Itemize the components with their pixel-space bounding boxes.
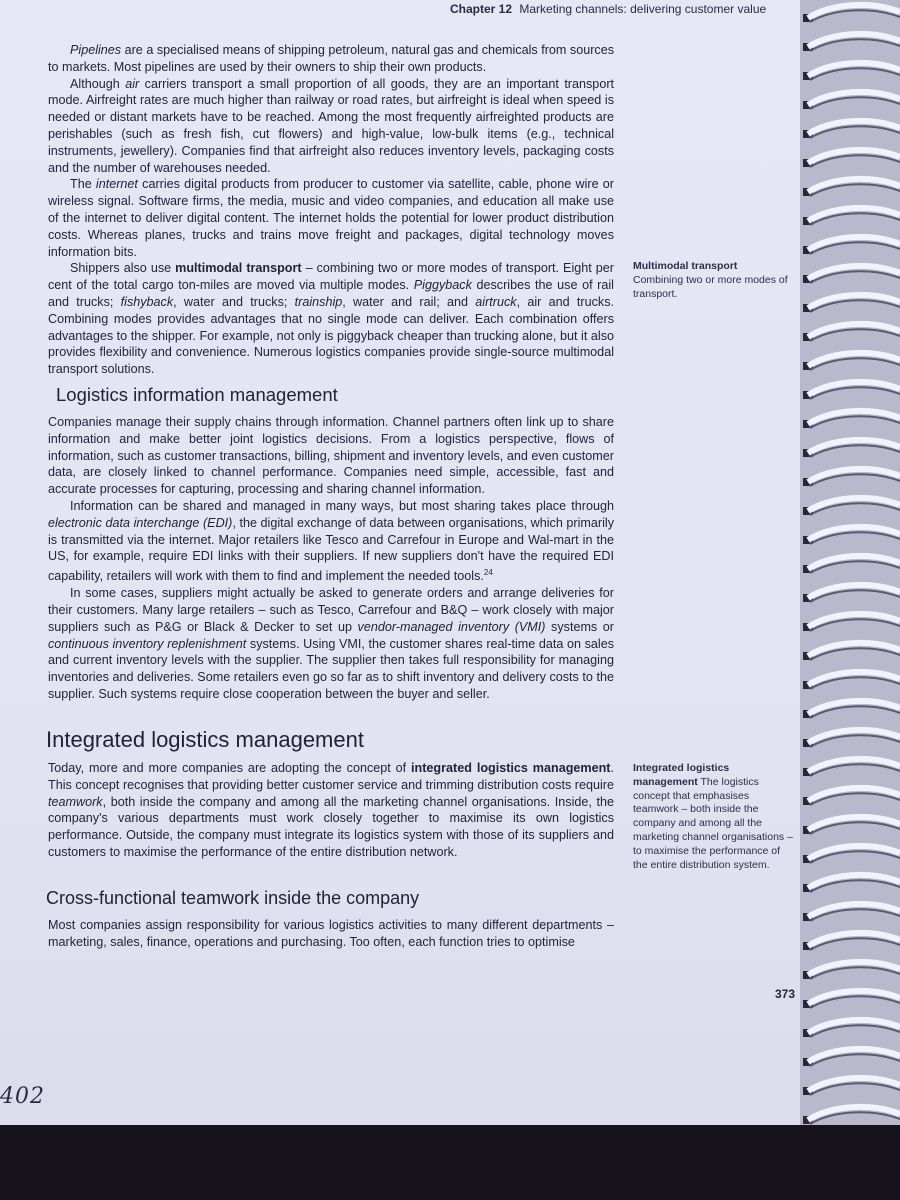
running-header (450, 2, 795, 16)
paragraph-info-2: Information can be shared and managed in many ways, but most sharing takes place through electronic data interchange (EDI), the digital exchange of data between organisations, which primarily is transmitted via the internet. Major retailers like Tesco and Carrefour in Europe and Wal-mart in the US, for example, require EDI links with their suppliers. If new suppliers don't have the required EDI capability, retailers will work with them to find and implement the needed tools.$^{24}$ (48, 498, 614, 584)
spiral-binding (800, 0, 900, 1140)
handwritten-note: 402 (0, 1084, 45, 1109)
transport-text-block (48, 42, 614, 378)
section-heading-integrated: Integrated logistics management (46, 727, 364, 752)
paragraph-internet: The internet carries digital products from producer to customer via satellite, cable, phone wire or wireless signal. Software firms, the media, music and video companies, and education all make use of the internet to deliver digital content. The internet holds the potential for lower product distribution costs. Whereas planes, trucks and trains move freight and packages, digital technology moves information bits. (48, 177, 615, 259)
section-heading-info-mgmt: Logistics information management (56, 384, 338, 405)
margin-term: Integrated logistics management (633, 762, 730, 788)
paragraph-multimodal: Shippers also use multimodal transport – combining two or more modes of transport. Eight per cent of the total cargo ton-miles are moved via multiple modes. Piggyback describes the use of rail and trucks; fishyback, water and trucks; trainship, water and rail; and airtruck, air and trucks. Combining modes provides advantages that no single mode can deliver. Each combination offers advantages to the shipper. For example, not only is piggyback cheaper than trucking alone, but it also provides flexibility and convenience. Numerous logistics companies provide single-source multimodal transport solutions. (48, 261, 615, 377)
section-heading-crossfunc: Cross-functional teamwork inside the company (46, 888, 420, 908)
chapter-number: Chapter 12 (450, 2, 513, 16)
table-surface (0, 1125, 900, 1200)
paragraph-crossfunc: Most companies assign responsibility for various logistics activities to many different departments – marketing, sales, finance, operations and purchasing. Too often, each function tries to optimise (48, 918, 614, 949)
footnote-marker: 24 (483, 568, 493, 578)
crossfunc-text-block (48, 917, 614, 951)
margin-note-multimodal (633, 260, 793, 301)
margin-definition: Combining two or more modes of transport. (633, 273, 788, 300)
paragraph-air: Although air carriers transport a small proportion of all goods, they are an important transport mode. Airfreight rates are much higher than railway or road rates, but airfreight is ideal when speed is needed or distant markets have to be reached. Among the most frequently airfreighted products are perishables (such as fresh fish, cut flowers) and high-value, low-bulk items (e.g., technical instruments, jewellery). Companies find that airfreight also reduces inventory levels, packaging costs and the number of warehouses needed. (48, 76, 615, 175)
margin-note-integrated (633, 762, 793, 872)
integrated-text-block (48, 760, 614, 861)
chapter-title: Marketing channels: delivering customer value (519, 2, 767, 16)
page-number: 373 (775, 987, 796, 1001)
paragraph-pipelines: Pipelines are a specialised means of shipping petroleum, natural gas and chemicals from sources to markets. Most pipelines are used by their owners to ship their own products. (48, 43, 614, 74)
margin-definition: The logistics concept that emphasises teamwork – both inside the company and among all the marketing channel organisations – to maximise the performance of the entire distribution system. (633, 775, 793, 871)
paragraph-integrated: Today, more and more companies are adopting the concept of integrated logistics management. This concept recognises that providing better customer service and trimming distribution costs require teamwork, both inside the company and among all the marketing channel organisations. Inside, the company's various departments must work closely together to maximise its own logistics performance. Outside, the company must integrate its logistics system with those of its suppliers and customers to maximise the performance of the entire distribution network. (48, 761, 614, 859)
info-mgmt-text-block (48, 414, 614, 703)
margin-term: Multimodal transport (633, 260, 738, 272)
paragraph-info-3: In some cases, suppliers might actually be asked to generate orders and arrange deliveries for their customers. Many large retailers – such as Tesco, Carrefour and B&Q – work closely with major suppliers such as P&G or Black & Decker to set up vendor-managed inventory (VMI) systems or continuous inventory replenishment systems. Using VMI, the customer shares real-time data on sales and current inventory levels with the supplier. The supplier then takes full responsibility for managing inventories and deliveries. Some retailers even go so far as to shift inventory and delivery costs to the supplier. Such systems require close cooperation between the buyer and seller. (48, 586, 614, 701)
paragraph-info-1: Companies manage their supply chains through information. Channel partners often link up to share information and make better joint logistics decisions. From a logistics perspective, flows of information, such as customer transactions, billing, shipment and inventory levels, and even customer data, are closely linked to channel performance. Companies need simple, accessible, fast and accurate processes for capturing, processing and sharing channel information. (48, 415, 614, 497)
